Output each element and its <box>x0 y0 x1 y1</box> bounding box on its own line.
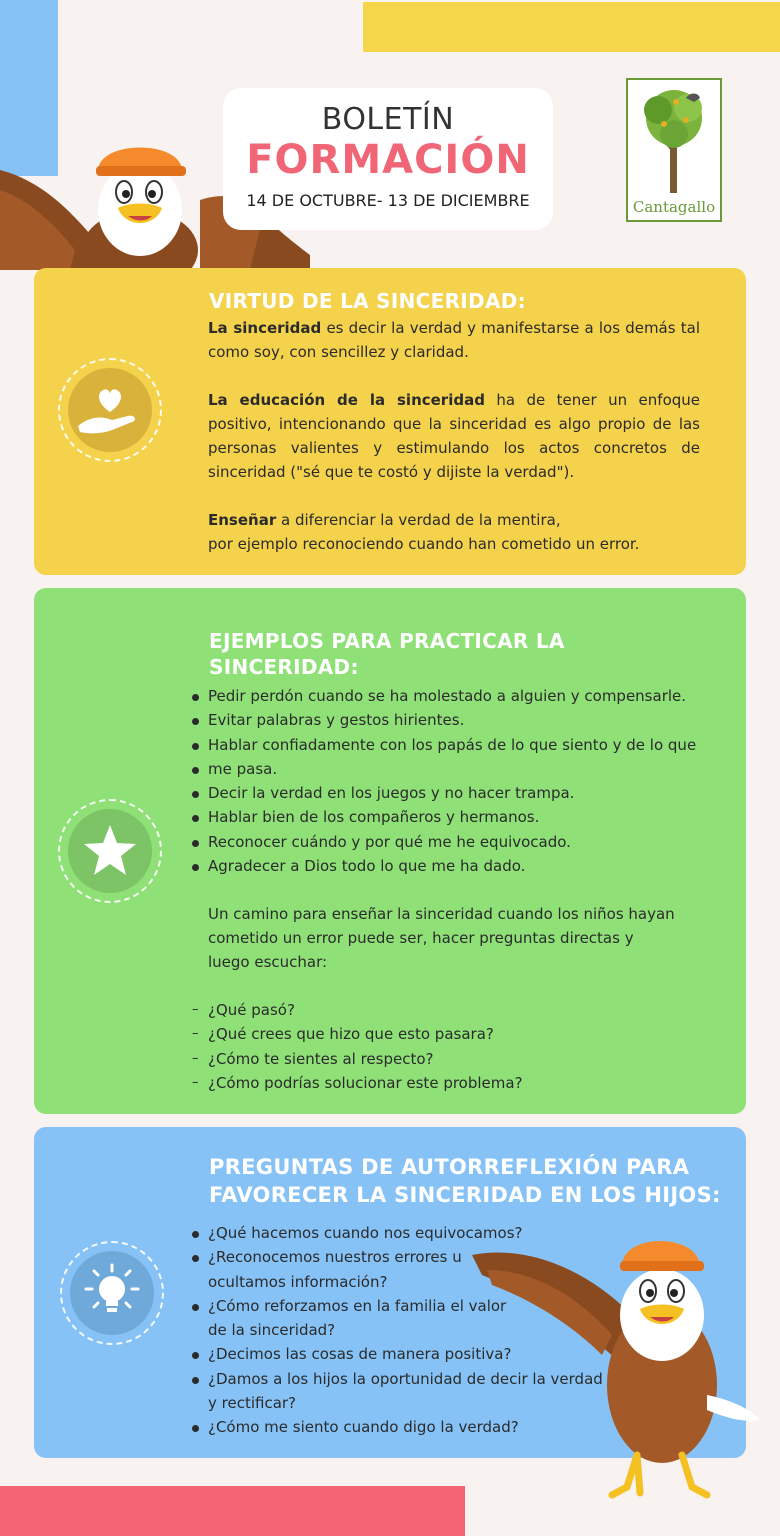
list-item: ¿Reconocemos nuestros errores u ocultamos información? <box>192 1245 603 1294</box>
list-item: Agradecer a Dios todo lo que me ha dado. <box>192 854 696 878</box>
virtud-paragraph-2: La educación de la sinceridad ha de tener un enfoque positivo, intencionando que la sinceridad es algo propio de las personas valientes y estimulando los actos concretos de sinceridad ("sé que te costó y dijiste la verdad"). <box>208 391 701 481</box>
cantagallo-logo <box>626 78 722 222</box>
list-item: Hablar confiadamente con los papás de lo que siento y de lo que <box>192 733 696 757</box>
list-item: – ¿Qué pasó? <box>192 998 523 1022</box>
newsletter-title: FORMACIÓN <box>246 137 530 183</box>
virtud-paragraph-3: Enseñar a diferenciar la verdad de la mentira, por ejemplo reconociendo cuando han cometido un error. <box>208 511 640 553</box>
virtud-paragraph-1: La sinceridad es decir la verdad y manifestarse a los demás tal como soy, con sencillez y claridad. <box>208 319 700 361</box>
virtud-icon-ring <box>58 358 162 462</box>
ejemplos-icon-ring <box>58 799 162 903</box>
logo-label: Cantagallo <box>632 198 716 216</box>
ejemplos-camino-text: Un camino para enseñar la sinceridad cuando los niños hayan cometido un error puede ser, hacer preguntas directas y luego escuchar: <box>208 905 675 971</box>
list-item: – ¿Qué crees que hizo que esto pasara? <box>192 1022 523 1046</box>
decor-red-bar <box>0 1486 465 1536</box>
star-icon <box>68 809 152 893</box>
virtud-title: VIRTUD DE LA SINCERIDAD: <box>209 289 526 313</box>
heart-in-hand-icon <box>68 368 152 452</box>
newsletter-title-box <box>223 88 553 230</box>
newsletter-subtitle: BOLETÍN <box>321 102 455 137</box>
list-item: me pasa. <box>192 757 696 781</box>
ejemplos-card <box>34 588 746 1114</box>
decor-yellow-bar <box>363 2 780 52</box>
list-item: ¿Decimos las cosas de manera positiva? <box>192 1342 603 1366</box>
lightbulb-icon <box>70 1251 154 1335</box>
preguntas-title: PREGUNTAS DE AUTORREFLEXIÓN PARA FAVORECER LA SINCERIDAD EN LOS HIJOS: <box>209 1155 721 1207</box>
list-item: ¿Damos a los hijos la oportunidad de decir la verdad y rectificar? <box>192 1367 603 1416</box>
list-item: Hablar bien de los compañeros y hermanos. <box>192 805 696 829</box>
virtud-card <box>34 268 746 575</box>
newsletter-dates: 14 DE OCTUBRE- 13 DE DICIEMBRE <box>246 191 530 210</box>
list-item: Decir la verdad en los juegos y no hacer trampa. <box>192 781 696 805</box>
list-item: ¿Qué hacemos cuando nos equivocamos? <box>192 1221 603 1245</box>
list-item: ¿Cómo me siento cuando digo la verdad? <box>192 1415 603 1439</box>
ejemplos-list <box>192 684 696 878</box>
eagle-waving-icon <box>462 1225 762 1501</box>
list-item: Evitar palabras y gestos hirientes. <box>192 708 696 732</box>
ejemplos-questions <box>192 998 523 1095</box>
ejemplos-title: EJEMPLOS PARA PRACTICAR LA SINCERIDAD: <box>209 629 565 679</box>
list-item: – ¿Cómo podrías solucionar este problema? <box>192 1071 523 1095</box>
list-item: – ¿Cómo te sientes al respecto? <box>192 1047 523 1071</box>
list-item: ¿Cómo reforzamos en la familia el valor de la sinceridad? <box>192 1294 603 1343</box>
list-item: Reconocer cuándo y por qué me he equivocado. <box>192 830 696 854</box>
virtud-text <box>208 316 700 580</box>
preguntas-icon-ring <box>60 1241 164 1345</box>
tree-logo-icon <box>628 80 720 196</box>
list-item: Pedir perdón cuando se ha molestado a alguien y compensarle. <box>192 684 696 708</box>
